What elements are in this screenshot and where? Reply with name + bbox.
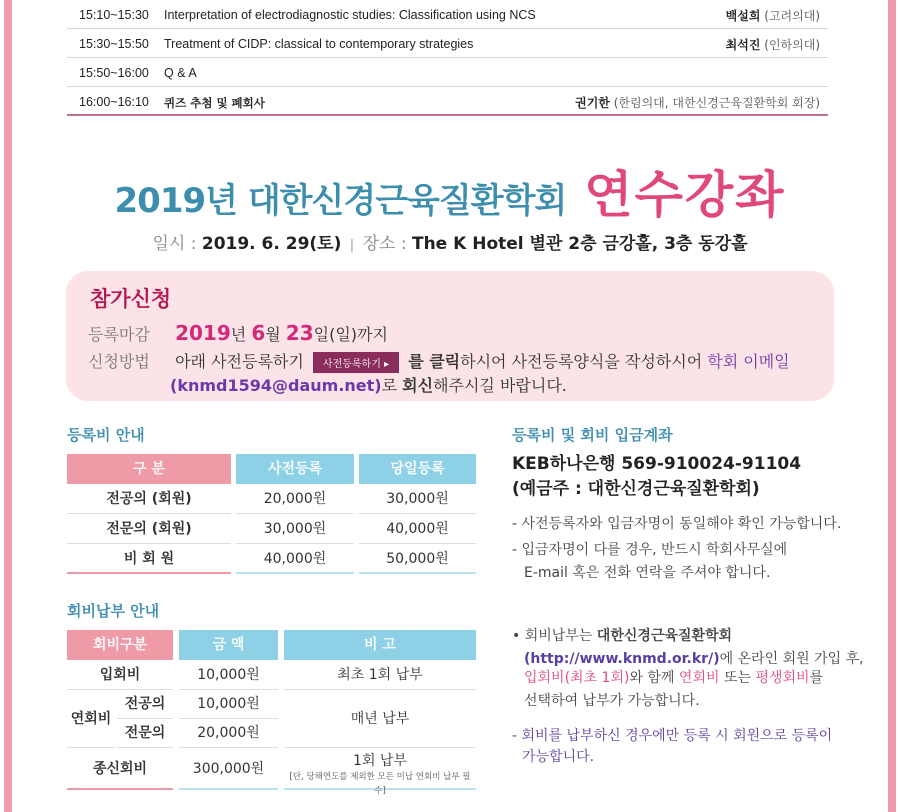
fee-table [67,454,476,574]
bank-info [512,452,801,502]
header-pre: 사전등록 [236,454,354,484]
speaker-name: 권기한 [575,96,610,110]
left-border [4,0,12,812]
header-category: 구 분 [67,454,231,484]
right-border [888,0,896,812]
table-row [67,544,476,574]
account-heading: 등록비 및 회비 입금계좌 [512,426,673,444]
method-text: 아래 사전등록하기 [175,352,304,371]
method-text: 를 클릭 [408,352,461,371]
fee-heading: 등록비 안내 [67,426,145,444]
method-label: 신청방법 [88,352,150,371]
schedule-table [67,0,828,116]
table-row [67,514,476,544]
fee-category: 비 회 원 [67,544,231,574]
note-text: 를 [809,670,824,686]
speaker-affiliation: (인하의대) [764,38,820,52]
schedule-time: 15:30~15:50 [79,37,149,51]
annual-note: 매년 납부 [284,690,476,748]
speaker-name: 백설희 [725,9,761,23]
note-highlight: 평생회비 [755,670,810,686]
header-amount: 금 액 [179,630,278,660]
method-text: 하시어 사전등록양식을 작성하시어 [460,352,708,371]
fee-pre: 30,000원 [236,514,354,544]
deadline-row [88,321,388,345]
table-header [67,630,476,660]
member-final-note-cont: 가능합니다. [522,749,595,765]
fee-onsite: 30,000원 [359,484,476,514]
method-text: 회신 [402,376,434,395]
member-note-line1 [512,625,732,648]
life-note: 1회 납부 [353,753,407,769]
schedule-row [67,0,828,29]
fee-category: 전공의 (회원) [67,484,231,514]
account-note-2: - 입금자명이 다를 경우, 반드시 학회사무실에 [512,542,788,558]
table-row [67,484,476,514]
separator: | [349,238,355,253]
specialist-amount: 20,000원 [179,719,278,748]
registration-box [66,271,834,401]
place-value: The K Hotel 별관 2층 금강홀, 3층 동강홀 [411,234,748,254]
colon: : [400,234,407,254]
account-note-2-cont: E-mail 혹은 전화 연락을 주셔야 합니다. [524,565,771,581]
fee-category: 전문의 (회원) [67,514,231,544]
life-amount: 300,000원 [179,748,278,790]
schedule-time: 16:00~16:10 [79,95,149,109]
date-value: 2019. 6. 29(토) [201,234,342,254]
account-holder: (예금주 : 대한신경근육질환학회) [512,479,760,499]
schedule-row [67,29,828,58]
schedule-time: 15:10~15:30 [79,8,149,22]
deadline-year: 2019 [175,321,231,345]
method-row [88,349,790,373]
colon: : [190,234,197,254]
entry-note: 최초 1회 납부 [284,660,476,690]
schedule-topic: 퀴즈 추첨 및 폐회사 [164,96,265,110]
fee-onsite: 50,000원 [359,544,476,574]
registration-title: 참가신청 [90,287,172,311]
bullet: • [512,628,521,644]
schedule-speaker [726,36,820,53]
note-text: 회비납부는 [520,628,597,644]
event-info [0,229,900,254]
bank-account: KEB하나은행 569-910024-91104 [512,454,802,474]
fee-onsite: 40,000원 [359,514,476,544]
deadline-label: 등록마감 [88,325,150,344]
member-note-line3 [524,667,823,690]
header-onsite: 당일등록 [359,454,476,484]
note-text: 또는 [719,670,756,686]
fee-pre: 40,000원 [236,544,354,574]
life-note-cell [284,748,476,796]
speaker-affiliation: (고려의대) [764,9,820,23]
note-highlight: 연회비 [678,670,720,686]
entry-amount: 10,000원 [179,660,278,690]
member-final-note: - 회비를 납부하신 경우에만 등록 시 회원으로 등록이 [512,728,833,744]
note-text: 와 함께 [629,670,679,686]
method-text: 해주시길 바랍니다. [433,376,567,395]
header-type: 회비구분 [67,630,173,660]
member-note-line4: 선택하여 납부가 가능합니다. [524,693,700,709]
schedule-topic: Treatment of CIDP: classical to contemporary strategies [164,37,474,51]
method-row-cont [170,373,567,396]
entry-label: 입회비 [67,660,173,690]
method-text: 로 [381,376,403,395]
page-title [0,155,900,227]
schedule-speaker [575,94,820,111]
life-note-sub: [단, 당해연도를 제외한 모든 미납 연회비 납부 필수] [289,772,471,796]
table-header [67,454,476,484]
schedule-row [67,87,828,116]
schedule-time: 15:50~16:00 [79,66,149,80]
email-link[interactable]: (knmd1594@daum.net) [170,376,382,395]
speaker-name: 최석진 [725,38,761,52]
unit: 일(일)까지 [313,325,388,344]
title-main: 2019년 대한신경근육질환학회 [114,181,567,221]
annual-label: 연회비 [67,690,115,748]
pre-register-button[interactable]: 사전등록하기 ▸ [313,352,399,373]
account-note-1: - 사전등록자와 입금자명이 동일해야 확인 가능합니다. [512,516,842,532]
title-accent: 연수강좌 [584,166,786,224]
note-highlight: 입회비(최초 1회) [524,670,630,686]
membership-heading: 회비납부 안내 [67,602,160,620]
specialist-label: 전문의 [117,719,173,748]
website-link[interactable]: (http://www.knmd.or.kr/) [524,651,720,667]
unit: 월 [265,325,286,344]
fee-pre: 20,000원 [236,484,354,514]
note-text: 에 온라인 회원 가입 후, [719,651,864,667]
schedule-topic: Interpretation of electrodiagnostic studies: Classification using NCS [164,8,536,22]
schedule-row [67,58,828,87]
place-label: 장소 [362,234,396,254]
email-label: 학회 이메일 [707,352,790,371]
membership-table [67,630,476,796]
unit: 년 [230,325,252,344]
resident-label: 전공의 [117,690,173,719]
life-label: 종신회비 [67,748,173,790]
note-org: 대한신경근육질환학회 [596,628,733,644]
resident-amount: 10,000원 [179,690,278,719]
schedule-topic: Q & A [164,66,197,80]
speaker-affiliation: (한림의대, 대한신경근육질환학회 회장) [613,96,820,110]
header-note: 비 고 [284,630,476,660]
date-label: 일시 [152,234,186,254]
deadline-day: 23 [285,321,314,345]
deadline-month: 6 [251,321,266,345]
schedule-speaker [726,7,820,24]
